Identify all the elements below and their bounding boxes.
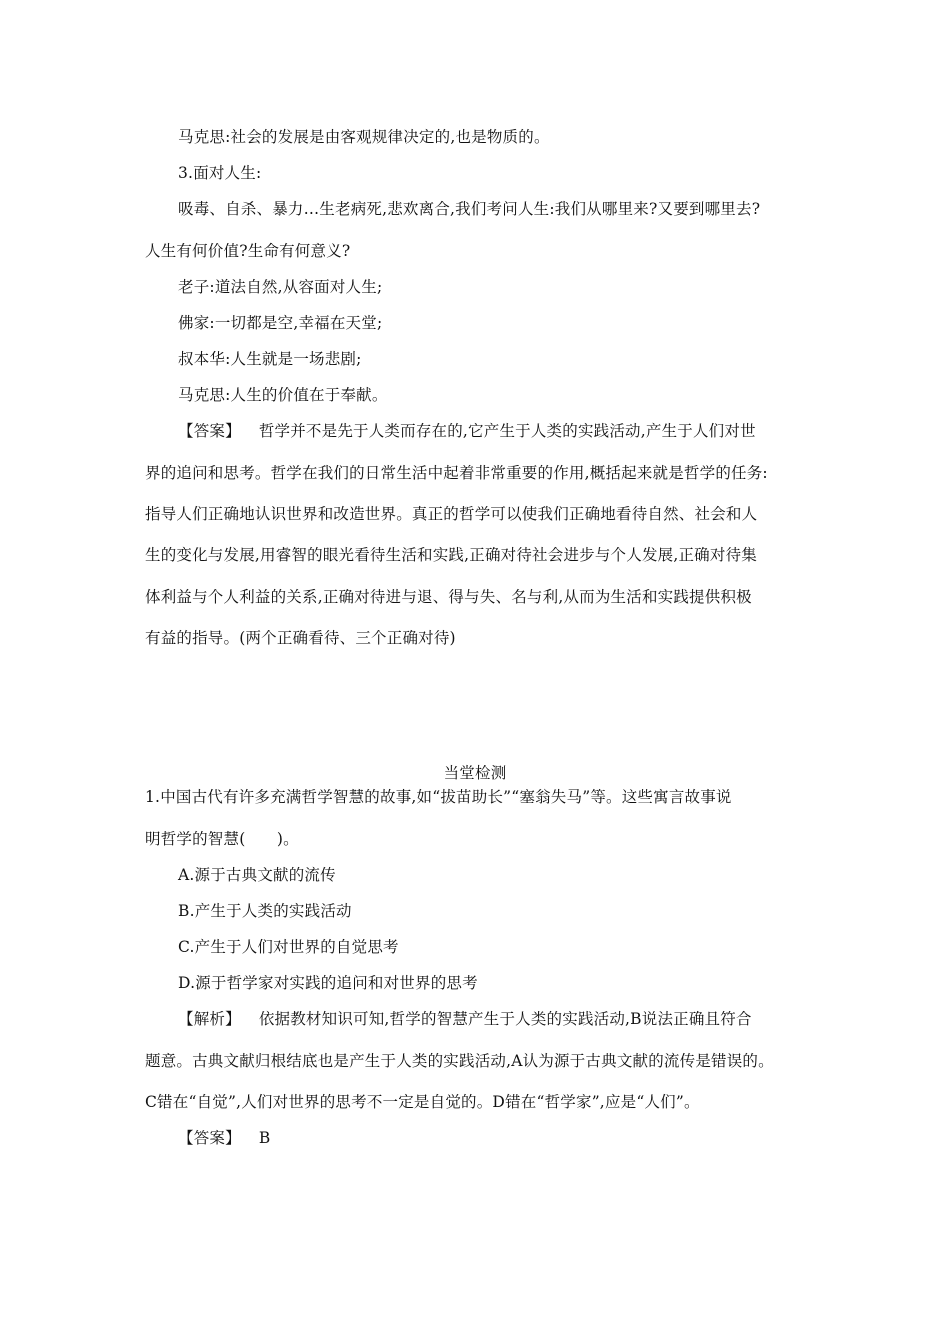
answer-label: 【答案】 (178, 422, 241, 440)
analysis-line-2: 题意。古典文献归根结底也是产生于人类的实践活动,A认为源于古典文献的流传是错误的。 (145, 1052, 774, 1070)
marx-life-line: 马克思:人生的价值在于奉献。 (178, 386, 388, 404)
question-1-line-2: 明哲学的智慧( )。 (145, 830, 299, 848)
answer-paragraph-line-6: 有益的指导。(两个正确看待、三个正确对待) (145, 629, 456, 647)
answer-paragraph-line-3: 指导人们正确地认识世界和改造世界。真正的哲学可以使我们正确地看待自然、社会和人 (145, 505, 758, 523)
analysis-label: 【解析】 (178, 1010, 241, 1028)
option-b: B.产生于人类的实践活动 (178, 902, 352, 920)
answer-text: 哲学并不是先于人类而存在的,它产生于人类的实践活动,产生于人们对世 (258, 422, 756, 440)
question-1-line-1: 1.中国古代有许多充满哲学智慧的故事,如“拔苗助长”“塞翁失马”等。这些寓言故事说 (145, 788, 732, 806)
life-question-line-2: 人生有何价值?生命有何意义? (145, 242, 351, 260)
schopenhauer-line: 叔本华:人生就是一场悲剧; (178, 350, 362, 368)
section-heading: 当堂检测 (443, 764, 507, 782)
answer-paragraph-line-2: 界的追问和思考。哲学在我们的日常生活中起着非常重要的作用,概括起来就是哲学的任务: (145, 464, 768, 482)
analysis-text: 依据教材知识可知,哲学的智慧产生于人类的实践活动,B说法正确且符合 (258, 1010, 752, 1028)
analysis-line-3: C错在“自觉”,人们对世界的思考不一定是自觉的。D错在“哲学家”,应是“人们”。 (145, 1093, 700, 1111)
marx-society-line: 马克思:社会的发展是由客观规律决定的,也是物质的。 (178, 128, 550, 146)
answer-paragraph-line-1 (178, 421, 756, 441)
analysis-line-1 (178, 1009, 752, 1029)
option-a: A.源于古典文献的流传 (178, 866, 336, 884)
final-answer-label: 【答案】 (178, 1129, 241, 1147)
life-question-line-1: 吸毒、自杀、暴力…生老病死,悲欢离合,我们考问人生:我们从哪里来?又要到哪里去? (178, 200, 761, 218)
final-answer-value: B (258, 1129, 271, 1147)
answer-paragraph-line-5: 体利益与个人利益的关系,正确对待进与退、得与失、名与利,从而为生活和实践提供积极 (145, 588, 752, 606)
option-d: D.源于哲学家对实践的追问和对世界的思考 (178, 974, 478, 992)
buddhism-line: 佛家:一切都是空,幸福在天堂; (178, 314, 383, 332)
laozi-line: 老子:道法自然,从容面对人生; (178, 278, 383, 296)
option-c: C.产生于人们对世界的自觉思考 (178, 938, 399, 956)
final-answer-line (178, 1128, 270, 1148)
item-3-title: 3.面对人生: (178, 164, 262, 182)
answer-paragraph-line-4: 生的变化与发展,用睿智的眼光看待生活和实践,正确对待社会进步与个人发展,正确对待集 (145, 546, 757, 564)
